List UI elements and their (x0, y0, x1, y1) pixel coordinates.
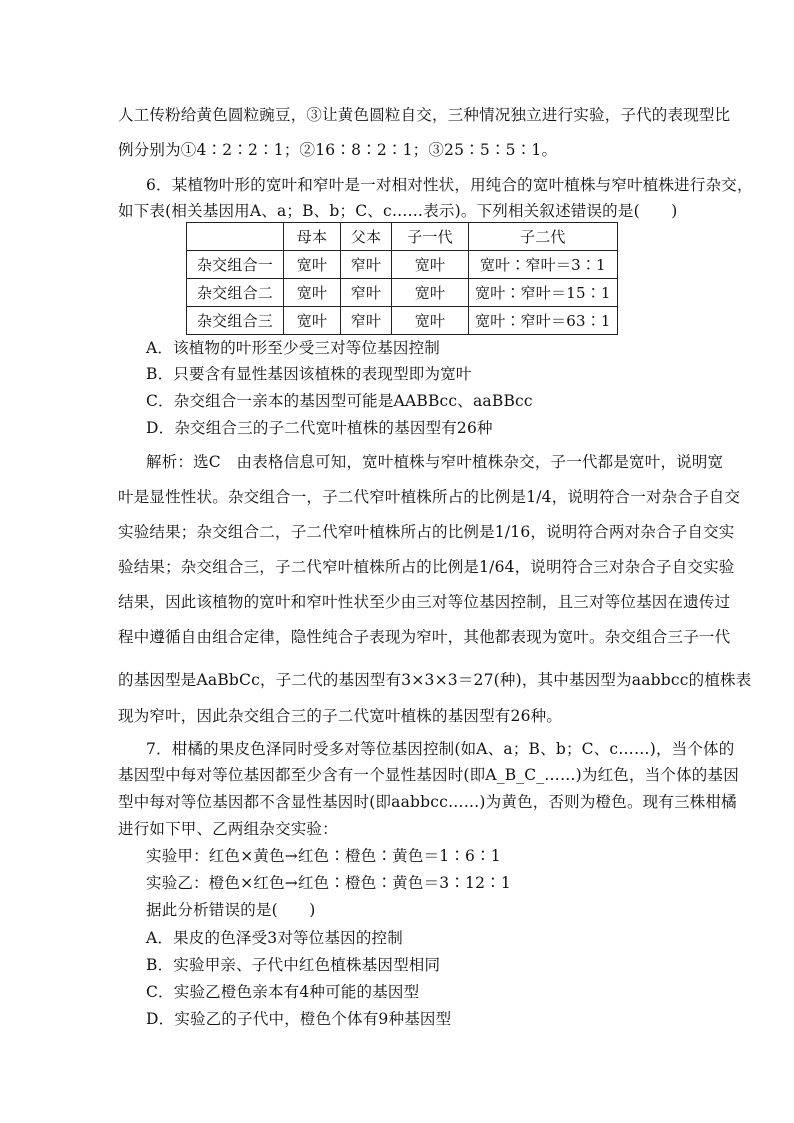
q6-cross-table (186, 222, 618, 335)
table-cell: 杂交组合三 (187, 307, 284, 335)
q6-analysis-line: 程中遵循自由组合定律，隐性纯合子表现为窄叶，其他都表现为宽叶。杂交组合三子一代 (118, 628, 731, 646)
q7-question: 据此分析错误的是( ) (146, 901, 316, 919)
q7-option-b: B．实验甲亲、子代中红色植株基因型相同 (146, 956, 441, 974)
table-cell: 宽叶 (284, 279, 341, 307)
table-header-cell (187, 223, 284, 251)
table-cell: 宽叶 (392, 279, 469, 307)
table-cell: 窄叶 (341, 251, 392, 279)
table-row (187, 251, 618, 279)
table-header-cell: 父本 (341, 223, 392, 251)
table-cell: 宽叶∶窄叶＝63∶1 (469, 307, 618, 335)
q6-analysis-line: 的基因型是AaBbCc，子二代的基因型有3×3×3＝27(种)，其中基因型为aabbcc的植株表 (118, 671, 752, 689)
q6-option-c: C．杂交组合一亲本的基因型可能是AABBcc、aaBBcc (146, 392, 533, 410)
q6-analysis-line: 叶是显性性状。杂交组合一，子二代窄叶植株所占的比例是1/4，说明符合一对杂合子自交 (118, 488, 741, 506)
q6-analysis-line: 实验结果；杂交组合二，子二代窄叶植株所占的比例是1/16，说明符合两对杂合子自交实 (118, 523, 735, 541)
q7-stem-line: 型中每对等位基因都不含显性基因时(即aabbcc……)为黄色，否则为橙色。现有三株柑橘 (118, 793, 737, 811)
table-cell: 窄叶 (341, 307, 392, 335)
q7-option-c: C．实验乙橙色亲本有4种可能的基因型 (146, 983, 420, 1001)
q7-option-d: D．实验乙的子代中，橙色个体有9种基因型 (146, 1010, 452, 1028)
q7-experiment-a: 实验甲：红色×黄色→红色∶橙色∶黄色＝1∶6∶1 (146, 847, 501, 865)
q7-option-a: A．果皮的色泽受3对等位基因的控制 (146, 929, 403, 947)
table-cell: 宽叶 (392, 307, 469, 335)
table-row (187, 307, 618, 335)
table-cell: 宽叶 (284, 251, 341, 279)
table-cell: 宽叶 (392, 251, 469, 279)
table-header-cell: 母本 (284, 223, 341, 251)
table-header-cell: 子一代 (392, 223, 469, 251)
table-row (187, 279, 618, 307)
q7-experiment-b: 实验乙：橙色×红色→红色∶橙色∶黄色＝3∶12∶1 (146, 874, 511, 892)
q7-stem-line: 基因型中每对等位基因都至少含有一个显性基因时(即A_B_C_……)为红色，当个体的基因 (118, 766, 739, 784)
table-cell: 杂交组合一 (187, 251, 284, 279)
intro-line-2: 例分别为①4∶2∶2∶1；②16∶8∶2∶1；③25∶5∶5∶1。 (118, 141, 558, 159)
q6-option-d: D．杂交组合三的子二代宽叶植株的基因型有26种 (146, 419, 493, 437)
intro-line-1: 人工传粉给黄色圆粒豌豆，③让黄色圆粒自交，三种情况独立进行实验，子代的表现型比 (118, 106, 731, 124)
table-header-cell: 子二代 (469, 223, 618, 251)
table-cell: 宽叶∶窄叶＝15∶1 (469, 279, 618, 307)
table-header-row (187, 223, 618, 251)
q6-stem-line-1: 6．某植物叶形的宽叶和窄叶是一对相对性状，用纯合的宽叶植株与窄叶植株进行杂交， (146, 176, 753, 194)
table-cell: 窄叶 (341, 279, 392, 307)
q6-option-b: B．只要含有显性基因该植株的表现型即为宽叶 (146, 365, 472, 383)
table-cell: 宽叶∶窄叶＝3∶1 (469, 251, 618, 279)
q6-stem-line-2: 如下表(相关基因用A、a；B、b；C、c……表示)。下列相关叙述错误的是( ) (118, 202, 678, 220)
q6-analysis-line: 现为窄叶，因此杂交组合三的子二代宽叶植株的基因型有26种。 (118, 707, 563, 725)
q7-stem-line: 进行如下甲、乙两组杂交实验： (118, 820, 338, 838)
q6-analysis-line: 验结果；杂交组合三，子二代窄叶植株所占的比例是1/64，说明符合三对杂合子自交实验 (118, 558, 735, 576)
table-cell: 杂交组合二 (187, 279, 284, 307)
q6-option-a: A．该植物的叶形至少受三对等位基因控制 (146, 339, 440, 357)
q7-stem-line: 7．柑橘的果皮色泽同时受多对等位基因控制(如A、a；B、b；C、c……)，当个体的 (146, 740, 735, 758)
q6-analysis-line: 结果，因此该植物的宽叶和窄叶性状至少由三对等位基因控制，且三对等位基因在遗传过 (118, 593, 731, 611)
q6-analysis-line: 解析：选C 由表格信息可知，宽叶植株与窄叶植株杂交，子一代都是宽叶，说明宽 (146, 453, 724, 471)
table-cell: 宽叶 (284, 307, 341, 335)
